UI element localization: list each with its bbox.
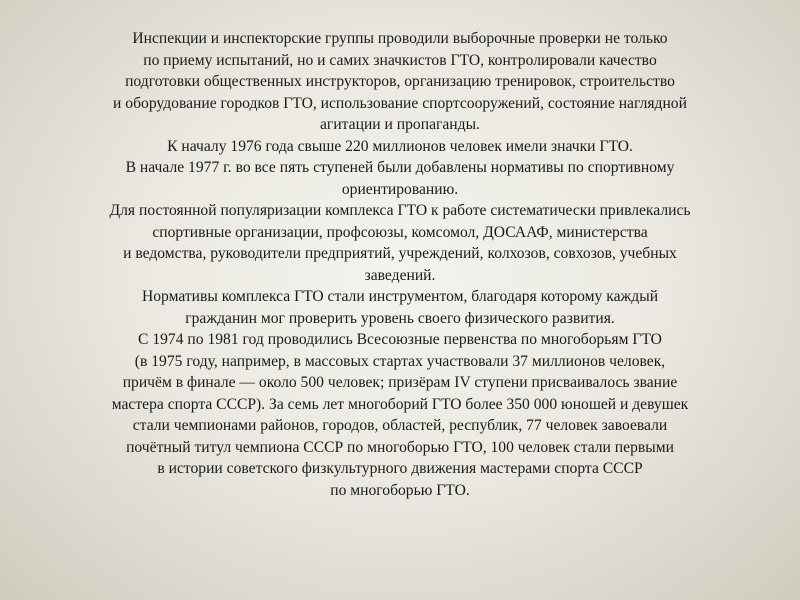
text-line: (в 1975 году, например, в массовых стартах участвовали 37 миллионов человек, [134,352,666,370]
text-line: Для постоянной популяризации комплекса ГТО к работе систематически привлекались [109,202,691,219]
text-line: в истории советского физкультурного движения мастерами спорта СССР [157,460,643,477]
text-line: стали чемпионами районов, городов, областей, республик, 77 человек завоевали [132,417,668,434]
text-line: В начале 1977 г. во все пять ступеней были добавлены нормативы по спортивному [125,159,675,176]
text-line: заведений. [364,266,436,284]
text-line: Нормативы комплекса ГТО стали инструментом, благодаря которому каждый [141,288,659,305]
text-line: спортивные организации, профсоюзы, комсомол, ДОСААФ, министерства [152,223,648,241]
body-text [10,28,790,501]
text-line: гражданин мог проверить уровень своего физического развития. [185,309,615,327]
text-line: мастера спорта СССР). За семь лет многоборий ГТО более 350 000 юношей и девушек [111,395,689,413]
text-line: С 1974 по 1981 год проводились Всесоюзные первенства по многоборьям ГТО [138,331,662,348]
text-line: подготовки общественных инструкторов, организацию тренировок, строительство [125,73,675,90]
text-line: Инспекции и инспекторские группы проводили выборочные проверки не только [132,30,668,47]
text-line: и ведомства, руководители предприятий, учреждений, колхозов, совхозов, учебных [123,245,677,262]
text-line: почётный титул чемпиона СССР по многоборью ГТО, 100 человек стали первыми [126,438,674,456]
text-line: по приему испытаний, но и самих значкистов ГТО, контролировали качество [143,51,657,69]
text-line: агитации и пропаганды. [320,116,480,133]
text-line: К началу 1976 года свыше 220 миллионов человек имели значки ГТО. [167,137,633,155]
text-line: и оборудование городков ГТО, использование спортсооружений, состояние наглядной [113,94,687,112]
text-line: причём в финале — около 500 человек; призёрам IV ступени присваивалось звание [122,374,678,391]
text-line: по многоборью ГТО. [330,481,470,499]
text-line: ориентированию. [341,180,459,198]
